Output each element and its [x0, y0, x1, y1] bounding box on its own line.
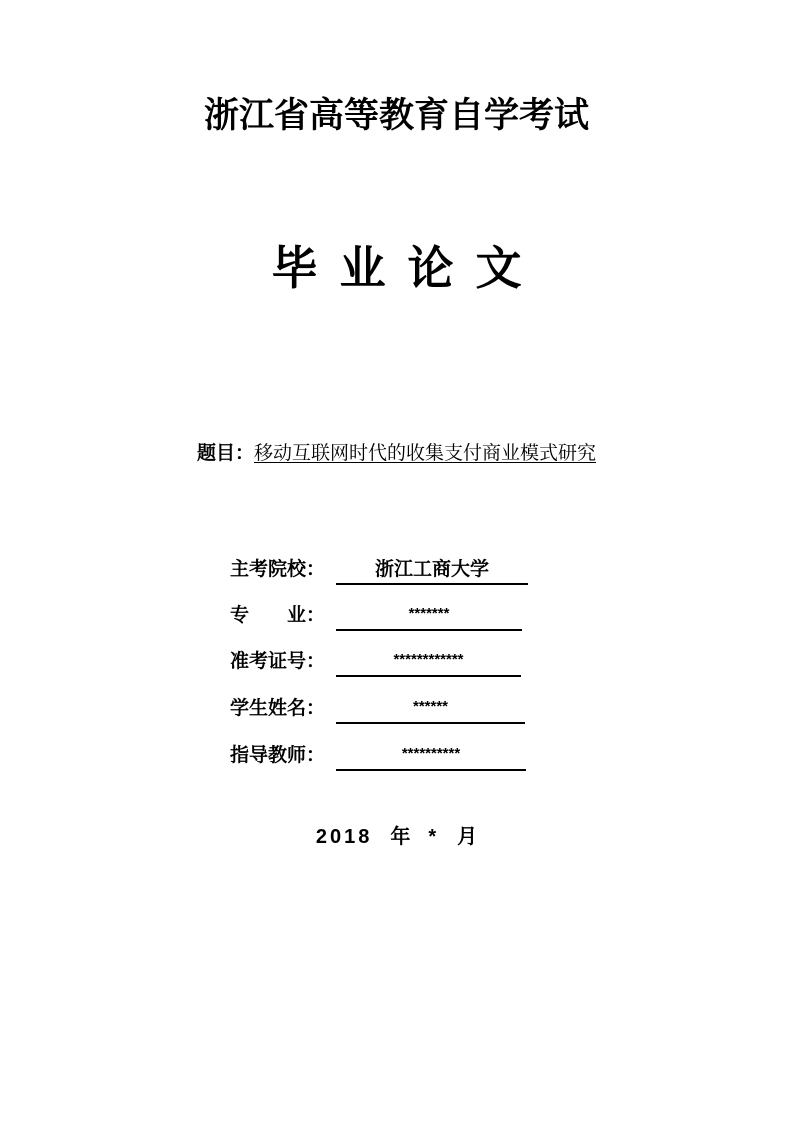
topic-value: 移动互联网时代的收集支付商业模式研究 — [254, 442, 597, 464]
exam-id-row — [230, 647, 550, 675]
major-value: ******* — [336, 601, 522, 631]
student-label: 学生姓名： — [230, 697, 326, 719]
school-value: 浙江工商大学 — [336, 555, 528, 585]
exam-title: 浙江省高等教育自学考试 — [203, 96, 589, 136]
topic-label: 题目： — [196, 442, 254, 464]
date-year-unit: 年 — [390, 824, 411, 848]
school-row — [230, 555, 550, 583]
date-month-unit: 月 — [457, 824, 478, 848]
exam-id-value: ************ — [336, 647, 521, 677]
exam-id-label: 准考证号： — [230, 650, 326, 672]
advisor-label: 指导教师： — [230, 744, 326, 766]
topic-line — [0, 440, 793, 466]
document-type-title: 毕业论文 — [271, 241, 544, 295]
major-row — [230, 601, 550, 629]
school-label: 主考院校： — [230, 558, 326, 580]
student-row — [230, 694, 550, 722]
date-year: 2018 — [315, 826, 373, 848]
date-month: * — [428, 826, 440, 848]
major-label — [230, 601, 335, 629]
date-line — [0, 822, 793, 851]
major-label-part-2: 业： — [287, 604, 326, 626]
major-label-part-1: 专 — [230, 604, 250, 626]
student-value: ****** — [336, 694, 525, 724]
advisor-value: ********** — [336, 741, 526, 771]
advisor-row — [230, 741, 550, 769]
